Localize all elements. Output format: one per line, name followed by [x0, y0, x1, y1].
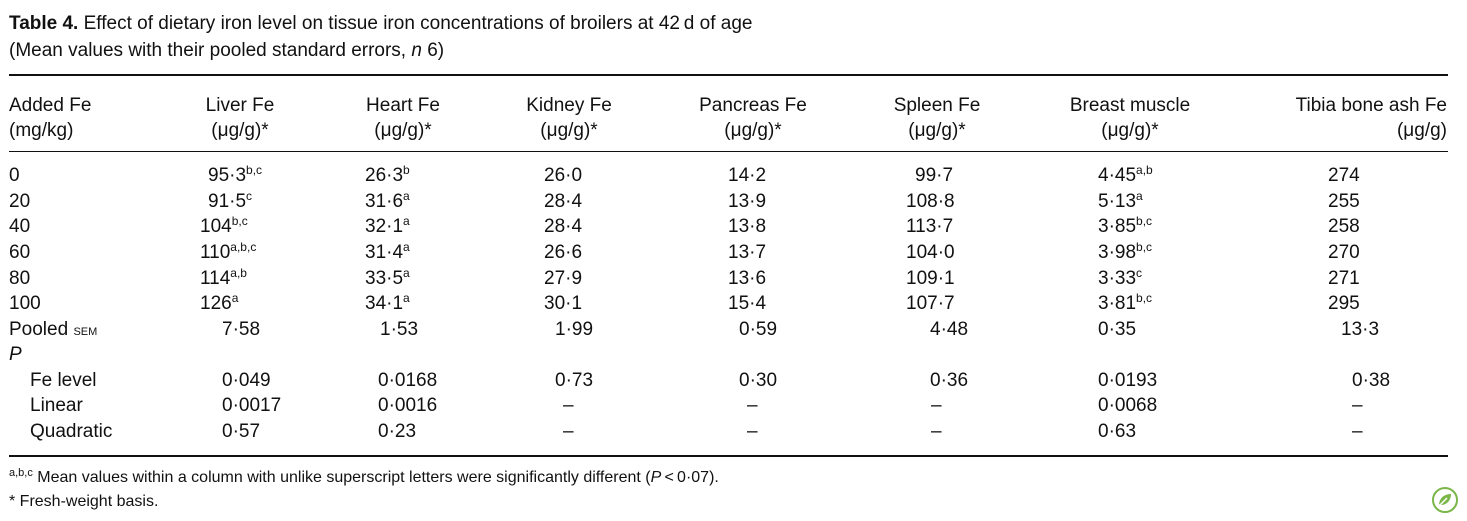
cell-heart: $34\cdot 1^a$ [365, 291, 410, 314]
cell-liver: 104$^{b,c}$ [200, 214, 248, 237]
cell-heart: $31\cdot 6^a$ [365, 189, 410, 212]
cell-sem-heart: 1·53 [380, 319, 419, 340]
table-label: Table 4. [9, 13, 79, 34]
cell-added-fe: 80 [9, 268, 31, 289]
publisher-leaf-icon [1432, 487, 1458, 513]
footnote-fresh-weight: * Fresh-weight basis. [9, 493, 159, 510]
header-line: Added Fe [9, 95, 92, 116]
cell-p-tibia: 0·38 [1352, 370, 1391, 391]
cell-spleen: 99·7 [915, 165, 954, 186]
cell-spleen: 104·0 [906, 242, 955, 263]
header-liver-fe [206, 93, 275, 143]
cell-p-liver: 0·049 [222, 370, 271, 391]
cell-liver: $91\cdot 5^c$ [208, 189, 253, 212]
header-unit: (μg/g)* [374, 120, 432, 141]
header-unit: (mg/kg) [9, 120, 74, 141]
header-rule [9, 151, 1448, 152]
cell-p-tibia: – [1352, 395, 1363, 416]
header-unit: (μg/g)* [1101, 120, 1159, 141]
cell-spleen: 109·1 [906, 268, 955, 289]
header-line: Pancreas Fe [699, 95, 807, 116]
header-tibia-ash-fe [1296, 93, 1447, 143]
cell-sem-breast: 0·35 [1098, 319, 1137, 340]
cell-breast: $3\cdot 85^{b,c}$ [1098, 214, 1153, 237]
cell-added-fe: 20 [9, 191, 31, 212]
cell-tibia: 274 [1328, 165, 1360, 186]
header-unit: (μg/g)* [724, 120, 782, 141]
cell-p-kidney: – [563, 395, 574, 416]
cell-pancreas: 13·8 [728, 216, 767, 237]
cell-tibia: 270 [1328, 242, 1360, 263]
header-pancreas-fe [699, 93, 807, 143]
cell-pancreas: 15·4 [728, 293, 767, 314]
cell-tibia: 295 [1328, 293, 1360, 314]
cell-pancreas: 14·2 [728, 165, 767, 186]
row-label-pooled-sem: Pooled sem [9, 319, 98, 340]
cell-pancreas: 13·6 [728, 268, 767, 289]
cell-p-heart: 0·23 [378, 421, 417, 442]
header-unit: (μg/g)* [908, 120, 966, 141]
cell-p-kidney: 0·73 [555, 370, 594, 391]
cell-liver: 126$^a$ [200, 291, 239, 314]
header-line: Spleen Fe [893, 95, 981, 116]
cell-added-fe: 0 [9, 165, 20, 186]
cell-p-pancreas: 0·30 [739, 370, 778, 391]
cell-breast: $3\cdot 98^{b,c}$ [1098, 240, 1153, 263]
cell-p-spleen: – [931, 421, 942, 442]
cell-heart: $26\cdot 3^b$ [365, 163, 410, 186]
header-breast-muscle [1070, 93, 1190, 143]
cell-kidney: 26·0 [544, 165, 583, 186]
cell-p-tibia: – [1352, 421, 1363, 442]
cell-tibia: 255 [1328, 191, 1360, 212]
cell-heart: $33\cdot 5^a$ [365, 266, 410, 289]
table-title: Effect of dietary iron level on tissue iron concentrations of broilers at 42 d of age [83, 13, 753, 34]
bottom-rule [9, 455, 1448, 457]
cell-heart: $32\cdot 1^a$ [365, 214, 410, 237]
header-heart-fe [366, 93, 440, 143]
row-label-fe-level: Fe level [30, 370, 97, 391]
row-label-quadratic: Quadratic [30, 421, 113, 442]
cell-kidney: 28·4 [544, 191, 583, 212]
table-caption [9, 10, 752, 64]
header-line: Kidney Fe [526, 95, 612, 116]
header-line: Heart Fe [366, 95, 440, 116]
top-rule [9, 74, 1448, 76]
cell-breast: $3\cdot 33^c$ [1098, 266, 1143, 289]
cell-p-pancreas: – [747, 421, 758, 442]
cell-sem-tibia: 13·3 [1341, 319, 1380, 340]
subtitle-suffix: 6) [421, 40, 445, 61]
cell-pancreas: 13·9 [728, 191, 767, 212]
header-line: Breast muscle [1069, 95, 1191, 116]
cell-sem-kidney: 1·99 [555, 319, 594, 340]
cell-heart: $31\cdot 4^a$ [365, 240, 410, 263]
cell-liver: 114$^{a,b}$ [200, 266, 247, 289]
cell-spleen: 113·7 [906, 216, 954, 237]
cell-spleen: 107·7 [906, 293, 955, 314]
cell-p-spleen: – [931, 395, 942, 416]
cell-sem-spleen: 4·48 [930, 319, 969, 340]
cell-tibia: 271 [1328, 268, 1360, 289]
cell-p-breast: 0·0068 [1098, 395, 1158, 416]
header-kidney-fe [526, 93, 612, 143]
cell-p-liver: 0·57 [222, 421, 261, 442]
cell-tibia: 258 [1328, 216, 1360, 237]
table-subtitle [9, 37, 752, 64]
cell-p-spleen: 0·36 [930, 370, 969, 391]
cell-p-breast: 0·63 [1098, 421, 1137, 442]
table-title-line [9, 10, 752, 37]
cell-kidney: 27·9 [544, 268, 583, 289]
header-line: Liver Fe [205, 95, 275, 116]
cell-liver: 110$^{a,b,c}$ [200, 240, 257, 263]
cell-sem-pancreas: 0·59 [739, 319, 778, 340]
subtitle-prefix: (Mean values with their pooled standard errors, [9, 40, 412, 61]
row-label-linear: Linear [30, 395, 83, 416]
header-added-fe [9, 93, 91, 143]
cell-kidney: 28·4 [544, 216, 583, 237]
cell-added-fe: 60 [9, 242, 31, 263]
cell-breast: $4\cdot 45^{a,b}$ [1098, 163, 1153, 186]
cell-added-fe: 100 [9, 293, 41, 314]
cell-liver: $95\cdot 3^{b,c}$ [208, 163, 263, 186]
cell-p-heart: 0·0168 [378, 370, 438, 391]
cell-kidney: 30·1 [544, 293, 583, 314]
cell-p-kidney: – [563, 421, 574, 442]
row-label-p: P [9, 344, 22, 365]
cell-p-heart: 0·0016 [378, 395, 438, 416]
footnote-significance: $^{a,b,c}$ Mean values within a column with unlike superscript letters were significantly different (P < 0·07). [9, 467, 719, 486]
cell-breast: $3\cdot 81^{b,c}$ [1098, 291, 1153, 314]
cell-p-pancreas: – [747, 395, 758, 416]
cell-pancreas: 13·7 [728, 242, 767, 263]
cell-p-liver: 0·0017 [222, 395, 282, 416]
header-unit: (μg/g)* [540, 120, 598, 141]
cell-added-fe: 40 [9, 216, 31, 237]
subtitle-n: n [411, 40, 422, 61]
header-line: Tibia bone ash Fe [1295, 95, 1447, 116]
cell-spleen: 108·8 [906, 191, 955, 212]
cell-breast: $5\cdot 13^a$ [1098, 189, 1143, 212]
header-unit: (μg/g) [1396, 120, 1447, 141]
cell-p-breast: 0·0193 [1098, 370, 1158, 391]
header-spleen-fe [894, 93, 981, 143]
header-unit: (μg/g)* [211, 120, 269, 141]
cell-kidney: 26·6 [544, 242, 583, 263]
cell-sem-liver: 7·58 [222, 319, 261, 340]
